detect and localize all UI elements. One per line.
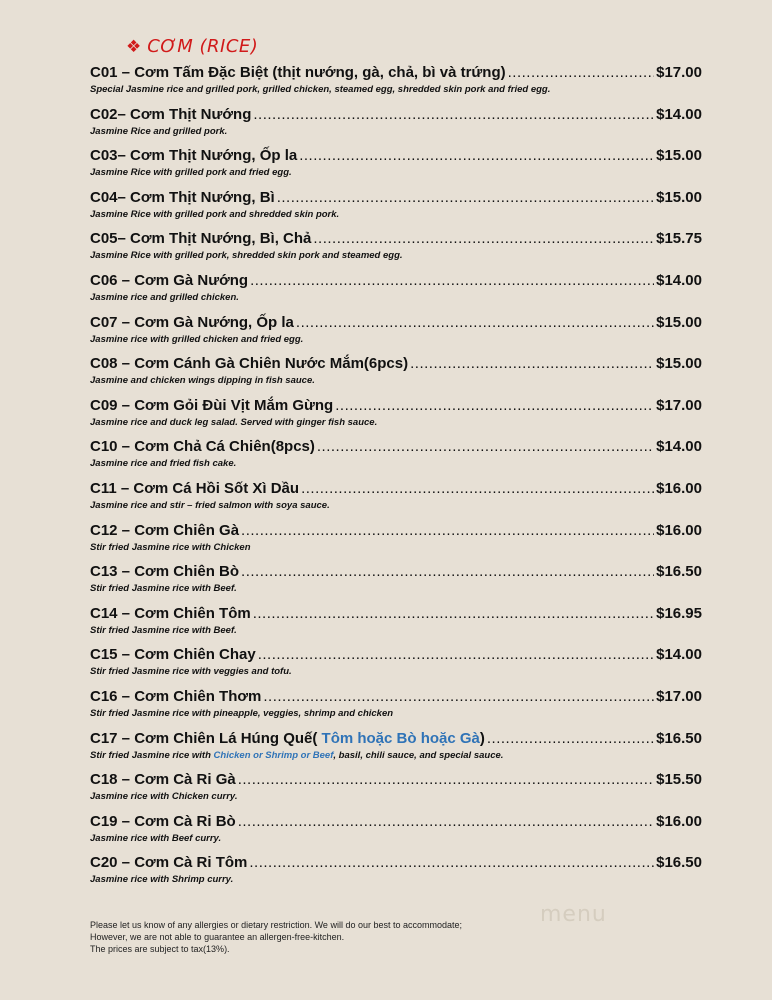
menu-item — [90, 561, 702, 603]
menu-item-name-text: C18 – Cơm Cà Ri Gà — [90, 771, 236, 789]
menu-item-line — [90, 769, 702, 790]
menu-item-name — [90, 728, 485, 749]
menu-item-line — [90, 728, 702, 749]
menu-item-price: $14.00 — [656, 646, 702, 664]
dot-leader — [238, 811, 654, 832]
notice-line: Please let us know of any allergies or dietary restriction. We will do our best to accommodate; — [90, 920, 463, 930]
menu-item — [90, 436, 702, 478]
menu-item-name-text: C09 – Cơm Gỏi Đùi Vịt Mắm Gừng — [90, 396, 334, 414]
menu-item-line — [90, 686, 702, 707]
menu-item-description — [90, 416, 702, 430]
menu-item — [90, 104, 702, 146]
menu-item-name-text: C19 – Cơm Cà Ri Bò — [90, 812, 236, 830]
description-tail: , basil, chili sauce, and special sauce. — [333, 749, 504, 761]
menu-item-price: $16.00 — [656, 521, 702, 539]
dot-leader — [487, 728, 654, 749]
menu-item-price: $17.00 — [656, 64, 702, 81]
description-text: Stir fried Jasmine rice with Chicken — [90, 541, 251, 553]
description-options: Chicken or Shrimp or Beef — [213, 749, 334, 761]
menu-item — [90, 395, 702, 437]
menu-item-name — [90, 228, 311, 249]
menu-item-name-text: C13 – Cơm Chiên Bò — [90, 563, 240, 581]
menu-item-name — [90, 686, 261, 707]
menu-item-price: $16.50 — [656, 563, 702, 581]
menu-item-price: $15.75 — [656, 230, 702, 248]
menu-item — [90, 145, 702, 187]
menu-item-description — [90, 624, 702, 638]
dot-leader — [508, 62, 654, 83]
dot-leader — [249, 852, 654, 873]
menu-item-description — [90, 499, 702, 513]
menu-item — [90, 478, 702, 520]
menu-item-description — [90, 83, 702, 97]
menu-item-name-tail: ) — [479, 729, 485, 747]
menu-item-name — [90, 478, 299, 499]
menu-item-line — [90, 644, 702, 665]
menu-item-line — [90, 811, 702, 832]
dot-leader — [313, 228, 654, 249]
menu-item-description — [90, 582, 702, 596]
watermark: menu — [540, 902, 607, 927]
menu-item — [90, 644, 702, 686]
notice-line: However, we are not able to guarantee an allergen-free-kitchen. — [90, 932, 345, 942]
menu-item-price: $14.00 — [656, 438, 702, 456]
dot-leader — [296, 312, 654, 333]
menu-item-name — [90, 395, 333, 416]
menu-item — [90, 728, 702, 770]
menu-item-name-text: C02– Cơm Thịt Nướng — [90, 105, 252, 123]
menu-item — [90, 520, 702, 562]
menu-item-name-text: C04– Cơm Thịt Nướng, Bì — [90, 188, 275, 206]
menu-item — [90, 270, 702, 312]
menu-item — [90, 312, 702, 354]
menu-item-line — [90, 520, 702, 541]
menu-item — [90, 62, 702, 104]
menu-item-price: $16.00 — [656, 479, 702, 497]
menu-item-name — [90, 769, 236, 790]
menu-item — [90, 187, 702, 229]
description-text: Special Jasmine rice and grilled pork, grilled chicken, steamed egg, shredded skin pork and fried egg. — [90, 84, 551, 95]
menu-item-price: $15.00 — [656, 147, 702, 165]
menu-item-name — [90, 811, 236, 832]
menu-item-name-text: C16 – Cơm Chiên Thơm — [90, 687, 262, 705]
menu-item-name-text: C05– Cơm Thịt Nướng, Bì, Chả — [90, 230, 312, 248]
description-text: Jasmine Rice with grilled pork, shredded skin pork and steamed egg. — [90, 250, 403, 262]
dot-leader — [250, 270, 654, 291]
menu-item-line — [90, 104, 702, 125]
menu-item-description — [90, 457, 702, 471]
description-text: Stir fried Jasmine rice with veggies and tofu. — [90, 666, 292, 678]
dot-leader — [301, 478, 654, 499]
menu-item-name — [90, 603, 251, 624]
dot-leader — [410, 353, 654, 374]
menu-item-line — [90, 478, 702, 499]
description-text: Stir fried Jasmine rice with pineapple, veggies, shrimp and chicken — [90, 707, 394, 719]
menu-item-line — [90, 852, 702, 873]
dot-leader — [241, 520, 654, 541]
menu-item-description — [90, 832, 702, 846]
menu-item-name — [90, 104, 251, 125]
description-text: Jasmine Rice and grilled pork. — [90, 125, 228, 137]
menu-item-description — [90, 541, 702, 555]
menu-item — [90, 686, 702, 728]
menu-item-line — [90, 187, 702, 208]
menu-item-price: $17.00 — [656, 687, 702, 705]
menu-item-line — [90, 436, 702, 457]
menu-item-description — [90, 125, 702, 139]
description-text: Jasmine rice and stir – fried salmon with soya sauce. — [90, 499, 330, 511]
dot-leader — [253, 603, 654, 624]
menu-item-name — [90, 852, 247, 873]
menu-item-line — [90, 561, 702, 582]
description-text: Jasmine Rice with grilled pork and fried egg. — [90, 167, 292, 179]
menu-item-name-text: C20 – Cơm Cà Ri Tôm — [90, 854, 248, 872]
menu-item-name-text: C08 – Cơm Cánh Gà Chiên Nước Mắm(6pcs) — [90, 355, 409, 373]
description-text: Jasmine rice with Shrimp curry. — [90, 874, 234, 886]
menu-item-price: $16.95 — [656, 604, 702, 622]
dot-leader — [238, 769, 654, 790]
dot-leader — [253, 104, 654, 125]
menu-list — [90, 62, 702, 894]
menu-item-name-text: C03– Cơm Thịt Nướng, Ốp la — [90, 147, 298, 165]
menu-item-name-text: C10 – Cơm Chả Cá Chiên(8pcs) — [90, 438, 315, 456]
description-text: Jasmine rice with grilled chicken and fried egg. — [90, 333, 304, 345]
menu-item-price: $16.50 — [656, 729, 702, 747]
dot-leader — [277, 187, 654, 208]
section-title: CƠM (RICE) — [147, 36, 259, 57]
description-text: Jasmine rice and fried fish cake. — [90, 458, 237, 470]
menu-item-name — [90, 62, 506, 83]
menu-item — [90, 852, 702, 894]
menu-item-line — [90, 312, 702, 333]
menu-item-price: $15.00 — [656, 313, 702, 331]
menu-item — [90, 603, 702, 645]
description-text: Jasmine rice with Chicken curry. — [90, 791, 238, 803]
menu-item-name — [90, 436, 315, 457]
menu-item-price: $15.50 — [656, 771, 702, 789]
description-text: Jasmine rice and duck leg salad. Served with ginger fish sauce. — [90, 416, 378, 428]
description-text: Jasmine Rice with grilled pork and shredded skin pork. — [90, 208, 340, 220]
menu-item-name — [90, 520, 239, 541]
allergy-notice — [90, 919, 462, 955]
dot-leader — [299, 145, 654, 166]
menu-item-name — [90, 187, 275, 208]
menu-item-name-text: C12 – Cơm Chiên Gà — [90, 521, 240, 539]
menu-item-price: $14.00 — [656, 271, 702, 289]
menu-item-price: $16.00 — [656, 812, 702, 830]
menu-item — [90, 228, 702, 270]
menu-item-price: $17.00 — [656, 396, 702, 414]
description-text: Stir fried Jasmine rice with Beef. — [90, 583, 237, 595]
menu-item-name-options: Tôm hoặc Bò hoặc Gà — [321, 729, 480, 747]
section-heading — [126, 36, 258, 57]
description-text: Jasmine and chicken wings dipping in fish sauce. — [90, 375, 315, 387]
menu-item — [90, 811, 702, 853]
dot-leader — [241, 561, 654, 582]
menu-item-description — [90, 707, 702, 721]
menu-item-description — [90, 790, 702, 804]
menu-item-name — [90, 145, 297, 166]
menu-item-line — [90, 395, 702, 416]
menu-item-description — [90, 873, 702, 887]
menu-item-line — [90, 62, 702, 83]
menu-item-line — [90, 353, 702, 374]
menu-item-name — [90, 312, 294, 333]
menu-item-name-text: C17 – Cơm Chiên Lá Húng Quế( — [90, 729, 318, 747]
menu-item-line — [90, 145, 702, 166]
menu-item-name — [90, 270, 248, 291]
menu-item-description — [90, 208, 702, 222]
menu-item-name-text: C11 – Cơm Cá Hồi Sốt Xì Dầu — [90, 479, 300, 497]
menu-item-name-text: C07 – Cơm Gà Nướng, Ốp la — [90, 313, 294, 331]
menu-item-line — [90, 270, 702, 291]
menu-item-name-text: C15 – Cơm Chiên Chay — [90, 646, 256, 664]
menu-item-description — [90, 665, 702, 679]
menu-item-name — [90, 644, 256, 665]
menu-item-name-text: C14 – Cơm Chiên Tôm — [90, 604, 251, 622]
menu-item — [90, 769, 702, 811]
menu-item-description — [90, 749, 702, 763]
description-text: Stir fried Jasmine rice with Beef. — [90, 624, 237, 636]
description-text: Jasmine rice with Beef curry. — [90, 832, 222, 844]
description-text: Jasmine rice and grilled chicken. — [90, 291, 239, 303]
menu-item-price: $15.00 — [656, 355, 702, 373]
menu-item-line — [90, 603, 702, 624]
diamond-bullet-icon: ❖ — [126, 37, 142, 56]
dot-leader — [317, 436, 654, 457]
menu-item-name — [90, 353, 408, 374]
menu-item-description — [90, 166, 702, 180]
menu-item-price: $16.50 — [656, 854, 702, 872]
notice-line: The prices are subject to tax(13%). — [90, 944, 230, 954]
dot-leader — [258, 644, 654, 665]
menu-item-name-text: C06 – Cơm Gà Nướng — [90, 271, 249, 289]
menu-item-description — [90, 374, 702, 388]
menu-item — [90, 353, 702, 395]
menu-item-name — [90, 561, 239, 582]
dot-leader — [335, 395, 654, 416]
menu-item-description — [90, 249, 702, 263]
menu-item-description — [90, 291, 702, 305]
menu-item-description — [90, 333, 702, 347]
dot-leader — [263, 686, 654, 707]
menu-item-line — [90, 228, 702, 249]
menu-item-price: $14.00 — [656, 105, 702, 123]
menu-item-name-text: C01 – Cơm Tấm Đặc Biệt (thịt nướng, gà, chả, bì và trứng) — [90, 64, 506, 81]
description-text: Stir fried Jasmine rice with — [90, 749, 211, 761]
menu-item-price: $15.00 — [656, 188, 702, 206]
